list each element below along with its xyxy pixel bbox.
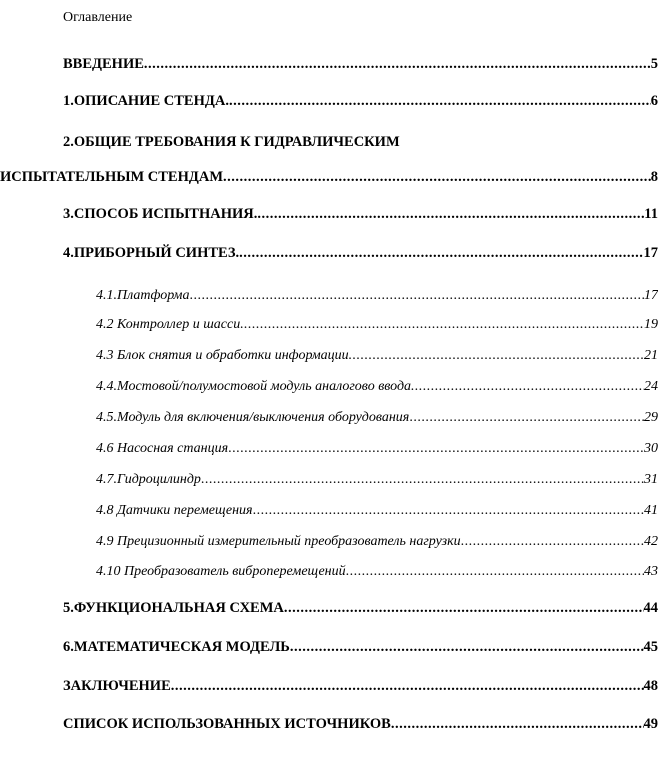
toc-entry-general-requirements[interactable] [63, 133, 400, 151]
toc-page-number: 42 [644, 534, 658, 549]
toc-entry-title: 4.7.Гидроцилиндр [96, 472, 201, 487]
toc-page-number: 11 [644, 206, 658, 222]
toc-dot-leader [409, 409, 644, 426]
toc-dot-leader [190, 287, 645, 304]
toc-page-number: 8 [650, 169, 658, 185]
toc-entry-conclusion[interactable] [63, 677, 658, 695]
toc-subentry-switching-module[interactable] [96, 409, 658, 426]
toc-entry-test-method[interactable] [63, 205, 658, 223]
toc-entry-instrument-synthesis[interactable] [63, 244, 658, 262]
toc-dot-leader [253, 502, 644, 519]
toc-dot-leader [171, 677, 644, 695]
toc-page-number: 31 [644, 472, 658, 487]
toc-page-number: 41 [644, 503, 658, 518]
toc-entry-title: ЗАКЛЮЧЕНИЕ [63, 678, 171, 694]
toc-page-number: 29 [644, 410, 658, 425]
toc-subentry-controller-chassis[interactable] [96, 316, 658, 333]
toc-dot-leader [228, 440, 644, 457]
toc-page-number: 21 [644, 348, 658, 363]
toc-dot-leader [391, 715, 644, 733]
toc-page-number: 17 [643, 245, 658, 261]
toc-entry-title: 4.2 Контроллер и шасси. [96, 317, 244, 332]
toc-entry-stand-description[interactable] [63, 92, 658, 110]
toc-heading: Оглавление [63, 10, 133, 25]
toc-page-number: 49 [643, 716, 658, 732]
toc-dot-leader [415, 378, 644, 395]
toc-page-number: 43 [644, 564, 658, 579]
toc-dot-leader [290, 638, 644, 656]
toc-entry-title: 4.10 Преобразователь виброперемещений [96, 564, 346, 579]
toc-entry-introduction[interactable] [63, 55, 658, 73]
toc-entry-title: ВВЕДЕНИЕ [63, 56, 144, 72]
toc-page-number: 45 [643, 639, 658, 655]
toc-entry-title: 2.ОБЩИЕ ТРЕБОВАНИЯ К ГИДРАВЛИЧЕСКИМ [63, 134, 400, 150]
toc-dot-leader [144, 55, 651, 73]
toc-entry-title: ИСПЫТАТЕЛЬНЫМ СТЕНДАМ [0, 169, 224, 185]
toc-page-number: 48 [643, 678, 658, 694]
toc-entry-title: 4.3 Блок снятия и обработки информации. [96, 348, 353, 363]
toc-dot-leader [284, 599, 644, 617]
toc-subentry-pump-station[interactable] [96, 440, 658, 457]
toc-page-number: 30 [644, 441, 658, 456]
toc-dot-leader [461, 533, 644, 550]
toc-entry-general-requirements-cont[interactable] [0, 168, 658, 186]
toc-dot-leader [346, 563, 644, 580]
toc-entry-title: 4.6 Насосная станция [96, 441, 229, 456]
toc-page-number: 44 [643, 600, 658, 616]
toc-subentry-load-transducer[interactable] [96, 533, 658, 550]
toc-entry-title: 3.СПОСОБ ИСПЫТНАНИЯ. [63, 206, 258, 222]
toc-page-number: 5 [650, 56, 658, 72]
toc-subentry-vibration-transducer[interactable] [96, 563, 658, 580]
toc-page-number: 24 [644, 379, 658, 394]
toc-entry-title: 4.ПРИБОРНЫЙ СИНТЕЗ. [63, 245, 240, 261]
toc-entry-title: 4.8 Датчики перемещения [96, 503, 253, 518]
toc-entry-title: 4.5.Модуль для включения/выключения оборудования [96, 410, 410, 425]
toc-dot-leader [352, 347, 644, 364]
toc-dot-leader [229, 92, 651, 110]
toc-entry-functional-diagram[interactable] [63, 599, 658, 617]
toc-entry-title: 4.9 Прецизионный измерительный преобразователь нагрузки [96, 534, 461, 549]
toc-subentry-hydraulic-cylinder[interactable] [96, 471, 658, 488]
toc-entry-title: 5.ФУНКЦИОНАЛЬНАЯ СХЕМА [63, 600, 284, 616]
toc-page-number: 17 [644, 288, 658, 303]
toc-subentry-bridge-module[interactable] [96, 378, 658, 395]
toc-entry-references[interactable] [63, 715, 658, 733]
toc-dot-leader [223, 168, 651, 186]
toc-dot-leader [257, 205, 644, 223]
toc-subentry-platform[interactable] [96, 287, 658, 304]
toc-entry-title: 1.ОПИСАНИЕ СТЕНДА. [63, 93, 229, 109]
toc-dot-leader [239, 244, 643, 262]
toc-entry-title: 4.1.Платформа [96, 288, 190, 303]
toc-entry-title: 6.МАТЕМАТИЧЕСКАЯ МОДЕЛЬ [63, 639, 290, 655]
toc-entry-math-model[interactable] [63, 638, 658, 656]
toc-subentry-displacement-sensors[interactable] [96, 502, 658, 519]
toc-entry-title: СПИСОК ИСПОЛЬЗОВАННЫХ ИСТОЧНИКОВ [63, 716, 391, 732]
toc-dot-leader [244, 316, 644, 333]
toc-dot-leader [201, 471, 644, 488]
toc-subentry-data-acquisition[interactable] [96, 347, 658, 364]
toc-entry-title: 4.4.Мостовой/полумостовой модуль аналогово ввода. [96, 379, 415, 394]
toc-page-number: 6 [650, 93, 658, 109]
toc-page-number: 19 [644, 317, 658, 332]
